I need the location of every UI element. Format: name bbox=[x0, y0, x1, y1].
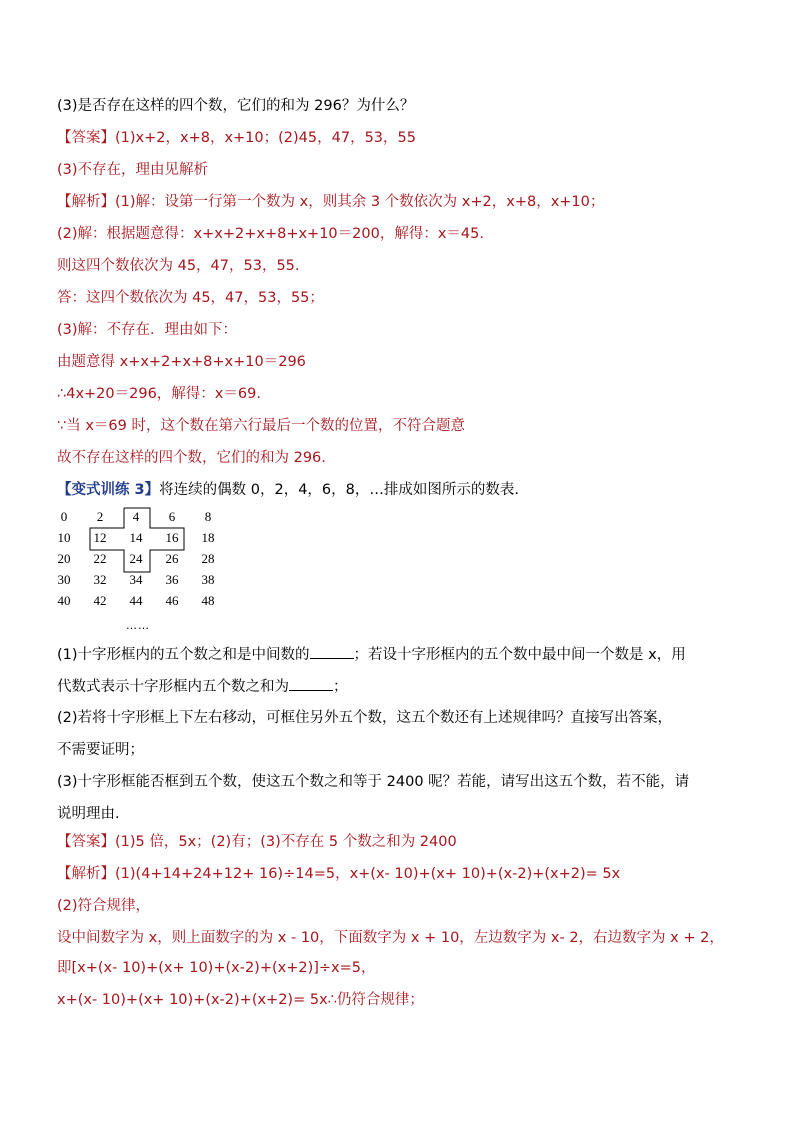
table-cell: 8 bbox=[204, 508, 212, 524]
table-cell: 2 bbox=[96, 508, 104, 524]
answer-1-line-2: (3)不存在，理由见解析 bbox=[57, 162, 209, 178]
table-cell: 38 bbox=[201, 571, 215, 587]
answer-1-line-1: (1)x+2，x+8，x+10；(2)45，47，53，55 bbox=[115, 130, 416, 146]
table-cell: 40 bbox=[57, 592, 71, 608]
analysis-2-line-1: 【解析】(1)(4+14+24+12+ 16)÷14=5，x+(x- 10)+(x+ 10)+(x-2)+(x+2)= 5x bbox=[57, 866, 621, 882]
analysis-1-line-1: 【解析】(1)解：设第一行第一个数为 x，则其余 3 个数依次为 x+2，x+8，x+10； bbox=[57, 194, 605, 210]
answer-blank bbox=[289, 676, 333, 691]
table-cell: 22 bbox=[93, 550, 107, 566]
question-2-line-2: 不需要证明； bbox=[57, 742, 144, 758]
table-cell: 16 bbox=[165, 529, 179, 545]
table-row bbox=[46, 506, 226, 527]
question-1-line-2: 代数式表示十字形框内五个数之和为 ； bbox=[57, 676, 348, 697]
analysis-1-line-8: ∵当 x＝69 时，这个数在第六行最后一个数的位置，不符合题意 bbox=[57, 418, 465, 434]
table-cell: 26 bbox=[165, 550, 179, 566]
table-cell: 6 bbox=[168, 508, 176, 524]
variant-text: 将连续的偶数 0，2，4，6，8，…排成如图所示的数表. bbox=[159, 482, 519, 498]
variant-tag: 【变式训练 3】 bbox=[57, 482, 160, 498]
table-cell: 24 bbox=[129, 550, 143, 566]
question-3-line-2: 说明理由. bbox=[57, 806, 120, 822]
question-1-line-1: (1)十字形框内的五个数之和是中间数的 ；若设十字形框内的五个数中最中间一个数是 x，用 bbox=[57, 644, 686, 665]
table-row bbox=[46, 590, 226, 611]
table-cell: 46 bbox=[165, 592, 179, 608]
table-cell: 30 bbox=[57, 571, 71, 587]
analysis-2-line-3: 设中间数字为 x，则上面数字的为 x - 10，下面数字为 x + 10，左边数字为 x- 2，右边数字为 x + 2， bbox=[57, 930, 724, 946]
analysis-1-line-2: (2)解：根据题意得：x+x+2+x+8+x+10＝200，解得：x＝45. bbox=[57, 226, 484, 242]
analysis-1-line-6: 由题意得 x+x+2+x+8+x+10＝296 bbox=[57, 354, 306, 370]
table-cell: 4 bbox=[132, 508, 140, 524]
answer-tag: 【答案】 bbox=[57, 834, 115, 850]
table-row bbox=[46, 527, 226, 548]
analysis-1-line-4: 答：这四个数依次为 45，47，53，55； bbox=[57, 290, 324, 306]
analysis-1-line-5: (3)解：不存在．理由如下： bbox=[57, 322, 238, 338]
analysis-2-line-5: x+(x- 10)+(x+ 10)+(x-2)+(x+2)= 5x∴仍符合规律； bbox=[57, 992, 424, 1008]
question-3-line-1: (3)十字形框能否框到五个数，使这五个数之和等于 2400 呢？若能，请写出这五个数，若不能，请 bbox=[57, 774, 690, 790]
table-cell: 42 bbox=[93, 592, 107, 608]
answer-2 bbox=[57, 832, 457, 852]
table-cell: 10 bbox=[57, 529, 71, 545]
analysis-tag: 【解析】 bbox=[57, 866, 115, 882]
table-cell: 44 bbox=[129, 592, 143, 608]
answer-2-text: (1)5 倍，5x；(2)有；(3)不存在 5 个数之和为 2400 bbox=[115, 834, 457, 850]
table-cell: 32 bbox=[93, 571, 107, 587]
table-row bbox=[46, 548, 226, 569]
number-table bbox=[46, 506, 226, 611]
answer-1 bbox=[57, 128, 416, 148]
analysis-2-line-2: (2)符合规律， bbox=[57, 898, 151, 914]
variant-training-heading bbox=[57, 480, 519, 500]
table-ellipsis: …… bbox=[126, 619, 150, 632]
table-row bbox=[46, 569, 226, 590]
table-cell: 0 bbox=[60, 508, 68, 524]
table-cell: 20 bbox=[57, 550, 71, 566]
analysis-tag: 【解析】 bbox=[57, 194, 115, 210]
table-cell: 28 bbox=[201, 550, 215, 566]
question-2-line-1: (2)若将十字形框上下左右移动，可框住另外五个数，这五个数还有上述规律吗？直接写出答案， bbox=[57, 710, 673, 726]
table-cell: 12 bbox=[93, 529, 107, 545]
analysis-1-line-7: ∴4x+20＝296，解得：x＝69. bbox=[57, 386, 261, 402]
table-cell: 36 bbox=[165, 571, 179, 587]
table-cell: 34 bbox=[129, 571, 143, 587]
analysis-2-line-4: 即[x+(x- 10)+(x+ 10)+(x-2)+(x+2)]÷x=5， bbox=[57, 960, 376, 976]
analysis-1-line-3: 则这四个数依次为 45，47，53，55. bbox=[57, 258, 300, 274]
answer-tag: 【答案】 bbox=[57, 130, 115, 146]
analysis-1-line-9: 故不存在这样的四个数，它们的和为 296. bbox=[57, 450, 326, 466]
answer-blank bbox=[310, 644, 354, 659]
question-part-3: (3)是否存在这样的四个数，它们的和为 296？为什么？ bbox=[57, 98, 415, 114]
table-cell: 18 bbox=[201, 529, 215, 545]
table-cell: 48 bbox=[201, 592, 215, 608]
table-cell: 14 bbox=[129, 529, 143, 545]
